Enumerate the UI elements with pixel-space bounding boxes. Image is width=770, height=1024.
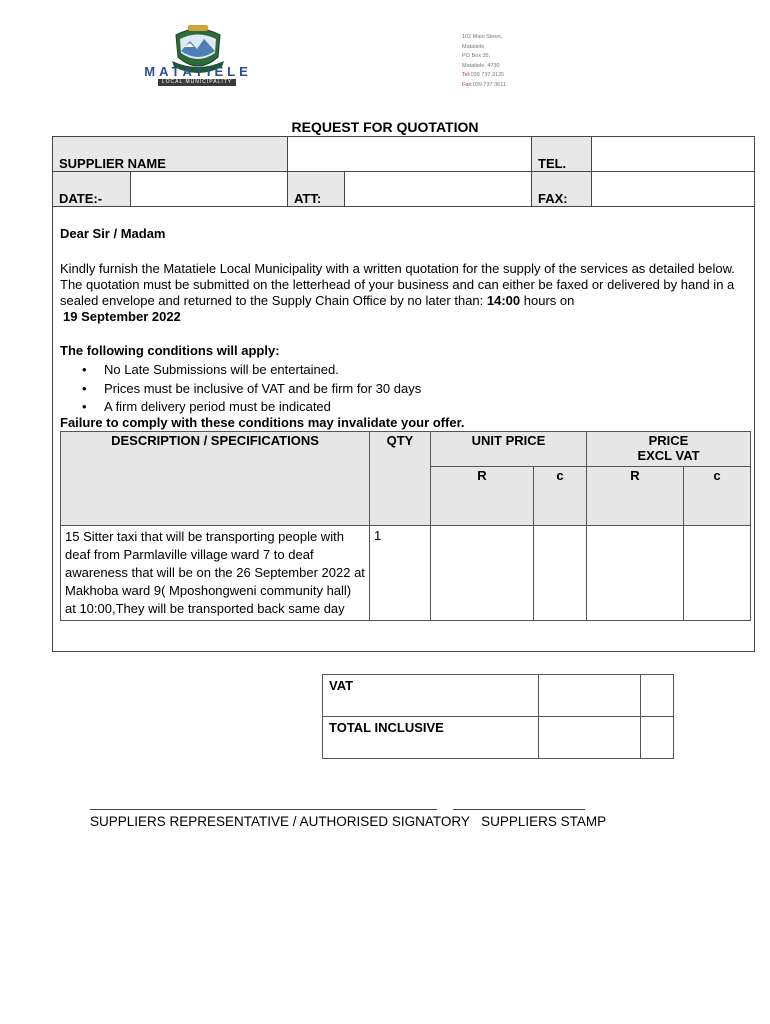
item-price-rand-field[interactable] <box>587 526 684 621</box>
vat-label: VAT <box>323 675 539 717</box>
condition-item: • Prices must be inclusive of VAT and be firm for 30 days <box>86 380 421 399</box>
address-tel-value: 039 737 3135 <box>470 72 505 78</box>
org-name: MATATIELE <box>144 64 252 79</box>
vat-cents-field[interactable] <box>641 675 674 717</box>
stamp-line[interactable] <box>453 809 585 810</box>
signature-line[interactable] <box>90 809 437 810</box>
att-field[interactable] <box>345 172 532 207</box>
address-tel <box>462 71 506 81</box>
instructions-text: Kindly furnish the Matatiele Local Municipality with a written quotation for the supply of the services as detailed below. The quotation must be submitted on the letterhead of your business and can either be faxed or delivered by hand in a sealed envelope and returned to the Supply Chain Office by no later than: <box>60 261 735 308</box>
deadline-time: 14:00 <box>486 293 521 308</box>
address-fax-label: Fax: <box>462 81 473 88</box>
fax-field[interactable] <box>592 172 755 207</box>
tel-field[interactable] <box>592 137 755 172</box>
col-header-price-line1: PRICE <box>648 433 689 448</box>
total-rand-field[interactable] <box>539 717 641 759</box>
table-row <box>61 526 751 621</box>
totals-table <box>322 674 674 759</box>
address-line: 102 Main Street, <box>462 34 503 40</box>
col-header-price <box>587 432 751 467</box>
unit-price-cents-header: c <box>534 467 587 526</box>
rep-signature-label: SUPPLIERS REPRESENTATIVE / AUTHORISED SIGNATORY <box>90 814 470 829</box>
address-tel-label: Tel: <box>462 72 471 78</box>
address-fax-value: 039 737 3611 <box>472 81 506 88</box>
page-title: REQUEST FOR QUOTATION <box>291 119 479 135</box>
col-header-qty: QTY <box>370 432 431 526</box>
total-inclusive-label: TOTAL INCLUSIVE <box>323 717 539 759</box>
item-price-cents-field[interactable] <box>684 526 751 621</box>
address-line: Matatiele <box>462 43 485 50</box>
conditions-heading: The following conditions will apply: <box>60 343 280 358</box>
instructions-text-end: hours on <box>520 293 575 308</box>
item-unit-price-cents-field[interactable] <box>534 526 587 621</box>
address-fax <box>462 81 506 91</box>
tel-label: TEL. <box>532 137 592 172</box>
address-line: Matatiele, 4730 <box>462 62 500 69</box>
price-cents-header: c <box>684 467 751 526</box>
supplier-header-grid <box>52 136 755 207</box>
salutation: Dear Sir / Madam <box>60 226 166 241</box>
col-header-price-line2: EXCL VAT <box>637 448 700 463</box>
supplier-name-label: SUPPLIER NAME <box>53 137 288 172</box>
col-header-description: DESCRIPTION / SPECIFICATIONS <box>61 432 370 526</box>
org-subtitle-banner: LOCAL MUNICIPALITY <box>158 79 236 86</box>
unit-price-rand-header: R <box>431 467 534 526</box>
instructions-paragraph <box>60 261 750 325</box>
supplier-name-field[interactable] <box>288 137 532 172</box>
signature-caption <box>90 814 606 829</box>
fax-label: FAX: <box>532 172 592 207</box>
conditions-list <box>86 361 421 417</box>
item-unit-price-rand-field[interactable] <box>431 526 534 621</box>
att-label: ATT: <box>288 172 345 207</box>
price-rand-header: R <box>587 467 684 526</box>
date-label: DATE:- <box>53 172 131 207</box>
condition-item: • No Late Submissions will be entertained. <box>86 361 421 380</box>
failure-warning: Failure to comply with these conditions may invalidate your offer. <box>60 415 465 430</box>
address-line: PO Box 35, <box>462 53 491 59</box>
date-field[interactable] <box>130 172 287 207</box>
condition-item: • A firm delivery period must be indicated <box>86 398 421 417</box>
col-header-unit-price: UNIT PRICE <box>431 432 587 467</box>
items-table <box>60 431 751 621</box>
stamp-label: SUPPLIERS STAMP <box>481 814 607 829</box>
item-qty: 1 <box>370 526 431 621</box>
deadline-date: 19 September 2022 <box>63 309 181 324</box>
total-cents-field[interactable] <box>641 717 674 759</box>
address-block <box>462 33 506 90</box>
vat-rand-field[interactable] <box>539 675 641 717</box>
item-description: 15 Sitter taxi that will be transporting people with deaf from Parmlaville village ward 7 to deaf awareness that will be on the 26 September 2022 at Makhoba ward 9( Mposhongweni community hall) at 10:00,They will be transported back same day <box>61 526 370 621</box>
